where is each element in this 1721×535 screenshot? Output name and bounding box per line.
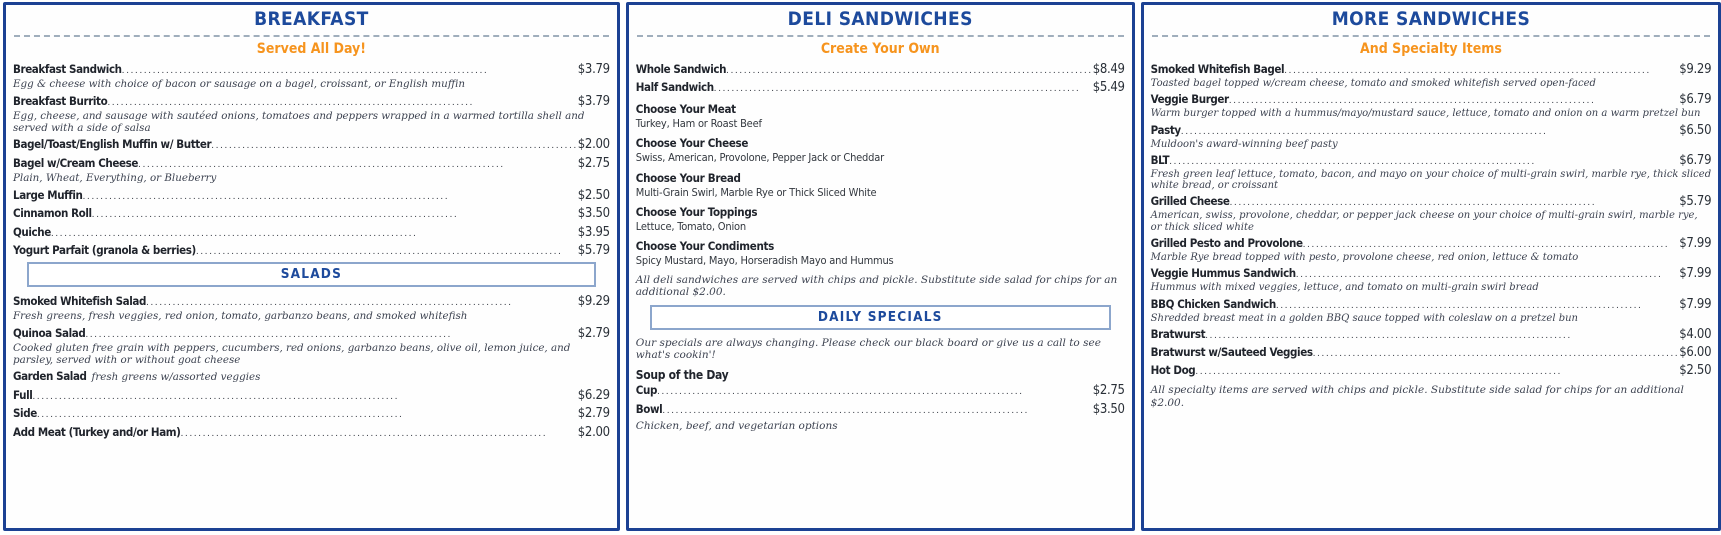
deli-title: DELI SANDWICHES xyxy=(787,8,973,30)
menu-item xyxy=(1151,345,1712,360)
item-price: $2.79 xyxy=(577,406,610,422)
item-name: BLT xyxy=(1150,152,1170,167)
item-name: Bratwurst w/Sauteed Veggies xyxy=(1150,344,1313,359)
dot-leader xyxy=(196,245,578,257)
menu-item-line xyxy=(13,369,610,384)
item-name: Side xyxy=(13,406,37,421)
item-price: $6.50 xyxy=(1679,122,1712,138)
more-items xyxy=(1151,62,1712,378)
item-price: $6.79 xyxy=(1679,92,1712,108)
more-title: MORE SANDWICHES xyxy=(1331,8,1531,30)
item-price: $3.79 xyxy=(577,93,610,109)
item-description: Plain, Wheat, Everything, or Blueberry xyxy=(13,171,217,184)
breakfast-title: BREAKFAST xyxy=(254,8,369,30)
more-subtitle: And Specialty Items xyxy=(1360,40,1502,57)
choice-options: Multi-Grain Swirl, Marble Rye or Thick Sliced White xyxy=(635,185,877,199)
item-name: Large Muffin xyxy=(13,187,83,202)
soup-of-the-day-label: Soup of the Day xyxy=(635,368,729,383)
menu-item-line xyxy=(1151,153,1712,168)
item-price: $7.99 xyxy=(1679,266,1712,282)
menu-item-line xyxy=(13,406,610,421)
item-price: $3.50 xyxy=(1092,401,1125,417)
menu-item-line xyxy=(636,80,1125,95)
item-name: Whole Sandwich xyxy=(635,61,727,76)
menu-item xyxy=(13,243,610,258)
dot-leader xyxy=(32,390,577,402)
dot-leader xyxy=(180,427,577,439)
menu-item xyxy=(13,94,610,134)
menu-item xyxy=(636,80,1125,95)
breakfast-subtitle: Served All Day! xyxy=(256,40,366,57)
menu-item-line xyxy=(13,425,610,440)
menu-item-line xyxy=(13,206,610,221)
item-name: Quinoa Salad xyxy=(13,325,86,340)
item-description: Fresh green leaf lettuce, tomato, bacon, and mayo on your choice of multi-grain swirl, marble rye, thick sliced white bread, or croissant xyxy=(1150,168,1712,192)
item-price: $2.00 xyxy=(577,424,610,440)
menu-item-line xyxy=(1151,194,1712,209)
daily-specials-header: DAILY SPECIALS xyxy=(650,305,1111,330)
item-name: Cinnamon Roll xyxy=(13,206,92,220)
item-description: Toasted bagel topped w/cream cheese, tomato and smoked whitefish served open-faced xyxy=(1150,77,1596,89)
item-price: $3.95 xyxy=(577,224,610,240)
dot-leader xyxy=(1229,94,1680,106)
item-price: $2.50 xyxy=(1679,362,1712,378)
choice-group xyxy=(636,239,1125,267)
menu-item-line xyxy=(1151,297,1712,312)
menu-item xyxy=(1151,363,1712,378)
item-price: $5.49 xyxy=(1092,80,1125,96)
menu-item-line xyxy=(1151,266,1712,281)
menu-item xyxy=(13,225,610,240)
menu-item-line xyxy=(13,388,610,403)
dot-leader xyxy=(1181,125,1679,137)
dot-leader xyxy=(122,64,578,76)
item-description: Egg, cheese, and sausage with sautéed onions, tomatoes and peppers wrapped in a warmed tortilla shell and served with a side of salsa xyxy=(13,109,585,134)
menu-item xyxy=(13,156,610,184)
item-price: $3.50 xyxy=(577,206,610,221)
item-price: $4.00 xyxy=(1679,326,1712,342)
item-name: Grilled Cheese xyxy=(1150,194,1230,209)
choice-group xyxy=(636,171,1125,199)
item-price: $5.79 xyxy=(1679,194,1712,210)
menu-item xyxy=(13,406,610,421)
choice-label: Choose Your Meat xyxy=(635,101,736,116)
dot-leader xyxy=(1284,64,1679,76)
daily-specials-note: Our specials are always changing. Please check our black board or give us a call to see what's cookin'! xyxy=(635,336,1101,362)
panel-deli-sandwiches xyxy=(626,2,1135,531)
choice-label: Choose Your Toppings xyxy=(635,204,758,219)
menu-item xyxy=(13,62,610,90)
dot-leader xyxy=(714,82,1093,94)
item-name: Smoked Whitefish Bagel xyxy=(1150,61,1285,76)
item-price: $7.99 xyxy=(1679,236,1712,252)
item-name: Yogurt Parfait (granola & berries) xyxy=(13,243,196,257)
item-name: Bratwurst xyxy=(1150,326,1206,341)
item-name: Breakfast Sandwich xyxy=(13,61,122,76)
item-name: Bagel/Toast/English Muffin w/ Butter xyxy=(13,137,212,152)
item-price: $7.99 xyxy=(1679,296,1712,312)
deli-choices xyxy=(636,102,1125,268)
panel-more-sandwiches xyxy=(1141,2,1721,531)
item-description: Marble Rye bread topped with pesto, provolone cheese, red onion, lettuce & tomato xyxy=(1150,252,1579,264)
menu-item xyxy=(1151,297,1712,324)
choice-group xyxy=(636,205,1125,233)
menu-item-line xyxy=(636,402,1125,417)
item-description: Fresh greens, fresh veggies, red onion, tomato, garbanzo beans, and smoked whitefish xyxy=(13,310,468,322)
dashed-divider xyxy=(637,35,1124,37)
menu-item xyxy=(1151,92,1712,119)
menu-item xyxy=(13,188,610,203)
dot-leader xyxy=(1296,268,1679,280)
menu-item xyxy=(13,369,610,384)
salads-items xyxy=(13,294,610,440)
dot-leader xyxy=(1169,155,1679,167)
item-description: Hummus with mixed veggies, lettuce, and tomato on multi-grain swirl bread xyxy=(1150,282,1539,294)
menu-item xyxy=(1151,194,1712,233)
item-name: Grilled Pesto and Provolone xyxy=(1150,236,1303,251)
dot-leader xyxy=(85,328,577,340)
item-price: $3.79 xyxy=(577,61,610,77)
item-price: $2.79 xyxy=(577,325,610,341)
menu-item-line xyxy=(13,326,610,341)
dot-leader xyxy=(1313,347,1680,359)
menu-item xyxy=(13,206,610,221)
panel-breakfast xyxy=(3,2,620,531)
item-price: $6.00 xyxy=(1679,344,1712,360)
item-description: American, swiss, provolone, cheddar, or pepper jack cheese on your choice of multi-grain swirl, marble rye, or thick sliced white xyxy=(1150,210,1698,233)
item-price: $9.29 xyxy=(1679,61,1712,77)
dot-leader xyxy=(1276,299,1679,311)
item-name: BBQ Chicken Sandwich xyxy=(1150,296,1276,311)
menu-item-line xyxy=(13,243,610,258)
menu-item-line xyxy=(636,383,1125,398)
more-note: All specialty items are served with chips and pickle. Substitute side salad for chips for an additional $2.00. xyxy=(1150,383,1684,409)
menu-item-line xyxy=(1151,123,1712,138)
dot-leader xyxy=(1205,329,1679,341)
item-description: Warm burger topped with a hummus/mayo/mustard sauce, lettuce, tomato and onion on a warm pretzel bun xyxy=(1150,108,1701,120)
dot-leader xyxy=(107,96,577,108)
item-name: Bagel w/Cream Cheese xyxy=(13,155,139,170)
menu-item xyxy=(1151,236,1712,263)
item-name: Veggie Burger xyxy=(1150,92,1229,107)
dot-leader xyxy=(1195,365,1679,377)
breakfast-items xyxy=(13,62,610,258)
menu-item-line xyxy=(13,225,610,240)
item-name: Cup xyxy=(635,383,657,398)
dot-leader xyxy=(726,64,1093,76)
choice-group xyxy=(636,102,1125,130)
salads-header: SALADS xyxy=(27,262,596,287)
choice-options: Turkey, Ham or Roast Beef xyxy=(635,116,762,130)
menu-item-line xyxy=(1151,92,1712,107)
item-name: Full xyxy=(13,387,33,402)
dashed-divider xyxy=(14,35,609,37)
deli-subtitle: Create Your Own xyxy=(820,40,940,57)
dot-leader xyxy=(1230,196,1680,208)
soup-items xyxy=(636,383,1125,417)
item-description: Muldoon's award-winning beef pasty xyxy=(1150,138,1338,150)
item-price: $6.79 xyxy=(1679,152,1712,168)
dot-leader xyxy=(37,408,578,420)
menu-item-line xyxy=(13,294,610,309)
dot-leader xyxy=(657,385,1093,397)
menu-item-line xyxy=(13,94,610,109)
choice-group xyxy=(636,136,1125,164)
dot-leader xyxy=(146,296,578,308)
menu-item xyxy=(636,402,1125,417)
item-name: Bowl xyxy=(635,401,663,416)
dot-leader xyxy=(82,190,577,202)
menu-item xyxy=(13,326,610,366)
menu-item xyxy=(13,425,610,440)
menu-item-line xyxy=(13,137,610,152)
menu-item-line xyxy=(1151,363,1712,378)
menu-item-line xyxy=(13,156,610,171)
menu-item-line xyxy=(1151,236,1712,251)
menu-item xyxy=(1151,153,1712,192)
dot-leader xyxy=(138,158,578,170)
menu-item xyxy=(1151,62,1712,89)
item-name: Add Meat (Turkey and/or Ham) xyxy=(13,424,181,439)
choice-label: Choose Your Cheese xyxy=(635,136,749,151)
item-name: Smoked Whitefish Salad xyxy=(13,294,146,308)
choice-options: Swiss, American, Provolone, Pepper Jack or Cheddar xyxy=(635,151,884,165)
choice-options: Spicy Mustard, Mayo, Horseradish Mayo and Hummus xyxy=(635,254,894,268)
menu-item xyxy=(1151,266,1712,293)
item-price: $2.75 xyxy=(1092,383,1125,399)
dot-leader xyxy=(211,139,578,151)
choice-label: Choose Your Bread xyxy=(635,170,741,185)
dot-leader xyxy=(92,208,578,220)
item-name: Hot Dog xyxy=(1150,362,1196,377)
item-price: $5.79 xyxy=(577,243,610,258)
deli-items xyxy=(636,62,1125,96)
menu-item-line xyxy=(1151,345,1712,360)
menu-item xyxy=(1151,327,1712,342)
menu-item xyxy=(13,137,610,152)
item-description: Cooked gluten free grain with peppers, cucumbers, red onions, garbanzo beans, olive oil, lemon juice, and parsley, served with or without goat cheese xyxy=(13,341,571,366)
menu-item xyxy=(636,383,1125,398)
item-name: Half Sandwich xyxy=(635,80,714,95)
item-name: Veggie Hummus Sandwich xyxy=(1150,266,1296,281)
soup-note: Chicken, beef, and vegetarian options xyxy=(635,420,838,433)
menu-item-line xyxy=(1151,327,1712,342)
choice-options: Lettuce, Tomato, Onion xyxy=(635,219,746,233)
deli-note: All deli sandwiches are served with chips and pickle. Substitute side salad for chips for an additional $2.00. xyxy=(635,273,1118,299)
menu-item-line xyxy=(1151,62,1712,77)
item-name: Garden Salad xyxy=(13,369,87,384)
menu-item xyxy=(636,62,1125,77)
item-description: Shredded breast meat in a golden BBQ sauce topped with coleslaw on a pretzel bun xyxy=(1150,312,1578,324)
menu-item-line xyxy=(636,62,1125,77)
dot-leader xyxy=(662,404,1092,416)
item-description: Egg & cheese with choice of bacon or sausage on a bagel, croissant, or English muffin xyxy=(13,77,466,90)
item-price: $2.00 xyxy=(577,137,610,153)
item-name: Breakfast Burrito xyxy=(13,93,108,108)
menu-item-line xyxy=(13,62,610,77)
item-price: $2.50 xyxy=(577,187,610,203)
item-price: $2.75 xyxy=(577,155,610,171)
menu-item-line xyxy=(13,188,610,203)
dot-leader xyxy=(51,227,578,239)
item-price: $8.49 xyxy=(1092,61,1125,77)
item-price: $9.29 xyxy=(577,294,610,309)
item-name: Pasty xyxy=(1150,122,1181,137)
item-inline-note: fresh greens w/assorted veggies xyxy=(91,371,261,384)
choice-label: Choose Your Condiments xyxy=(635,239,775,254)
menu-item xyxy=(1151,123,1712,150)
menu-item xyxy=(13,294,610,322)
dashed-divider xyxy=(1152,35,1711,37)
item-price: $6.29 xyxy=(577,387,610,403)
item-name: Quiche xyxy=(13,224,51,239)
menu-item xyxy=(13,388,610,403)
dot-leader xyxy=(1303,238,1680,250)
